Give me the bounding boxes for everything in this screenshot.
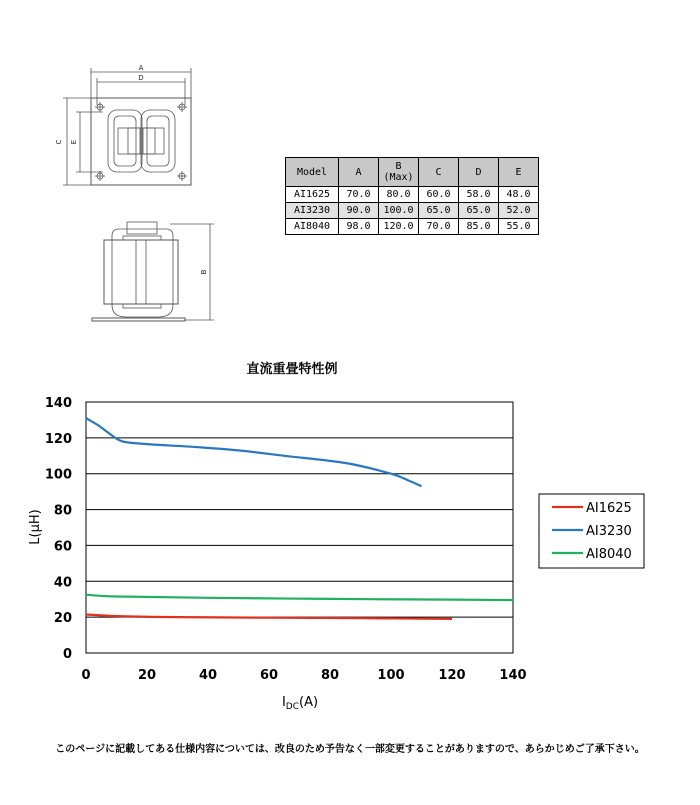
y-axis-label: L(μH) xyxy=(28,509,43,545)
cell-e: 52.0 xyxy=(499,203,539,219)
header-model: Model xyxy=(286,158,339,187)
cell-model: AI1625 xyxy=(286,187,339,203)
cell-model: AI3230 xyxy=(286,203,339,219)
cell-e: 55.0 xyxy=(499,219,539,235)
dim-label-d: D xyxy=(138,74,144,82)
y-tick-label: 60 xyxy=(53,539,72,555)
grid-lines xyxy=(86,438,513,617)
cell-a: 70.0 xyxy=(339,187,379,203)
y-tick-label: 0 xyxy=(62,647,72,662)
x-axis-ticks xyxy=(81,668,526,683)
dim-label-a: A xyxy=(138,64,144,72)
x-tick-label: 20 xyxy=(137,668,157,683)
y-tick-label: 100 xyxy=(44,467,72,483)
dim-label-e: E xyxy=(70,139,78,145)
x-axis-label xyxy=(282,695,318,712)
x-tick-label: 80 xyxy=(320,668,340,683)
table-row xyxy=(286,219,539,235)
header-d: D xyxy=(459,158,499,187)
cell-b: 120.0 xyxy=(379,219,419,235)
y-tick-label: 140 xyxy=(44,396,72,411)
legend xyxy=(539,494,644,568)
x-axis-label-unit: (A) xyxy=(299,695,319,710)
x-tick-label: 120 xyxy=(438,668,466,683)
dim-label-c: C xyxy=(55,139,63,145)
table-row xyxy=(286,187,539,203)
table-row xyxy=(286,203,539,219)
x-tick-label: 40 xyxy=(198,668,218,683)
legend-entry: AI1625 xyxy=(586,501,632,516)
dc-superposition-chart xyxy=(0,350,700,720)
cell-a: 90.0 xyxy=(339,203,379,219)
y-tick-label: 120 xyxy=(44,431,72,447)
cell-b: 100.0 xyxy=(379,203,419,219)
x-tick-label: 60 xyxy=(259,668,279,683)
top-view-drawing xyxy=(63,68,191,185)
header-e: E xyxy=(499,158,539,187)
cell-a: 98.0 xyxy=(339,219,379,235)
series-line-ai8040 xyxy=(86,595,513,600)
x-axis-label-sub: DC xyxy=(285,702,300,712)
cell-b: 80.0 xyxy=(379,187,419,203)
cell-d: 65.0 xyxy=(459,203,499,219)
x-tick-label: 140 xyxy=(499,668,527,683)
series-lines xyxy=(86,418,513,619)
header-c: C xyxy=(419,158,459,187)
cell-c: 60.0 xyxy=(419,187,459,203)
dim-label-b: B xyxy=(200,269,208,275)
series-line-ai3230 xyxy=(86,418,422,486)
header-a: A xyxy=(339,158,379,187)
cell-model: AI8040 xyxy=(286,219,339,235)
x-tick-label: 100 xyxy=(377,668,405,683)
spec-table-header xyxy=(286,158,539,187)
plot-frame xyxy=(86,402,513,653)
x-tick-label: 0 xyxy=(81,668,91,683)
cell-c: 70.0 xyxy=(419,219,459,235)
chart-title: 直流重畳特性例 xyxy=(246,362,338,377)
cell-d: 58.0 xyxy=(459,187,499,203)
footer-note: このページに記載してある仕様内容については、改良のため予告なく一部変更することがありますので、あらかじめご了承下さい。 xyxy=(55,744,645,755)
legend-entry: AI3230 xyxy=(586,524,632,539)
cell-e: 48.0 xyxy=(499,187,539,203)
y-tick-label: 40 xyxy=(53,575,72,591)
y-axis-ticks xyxy=(45,396,72,662)
side-view-drawing xyxy=(92,222,214,321)
y-tick-label: 20 xyxy=(53,611,72,627)
legend-entry: AI8040 xyxy=(586,547,632,562)
header-b: B (Max) xyxy=(379,158,419,187)
cell-c: 65.0 xyxy=(419,203,459,219)
cell-d: 85.0 xyxy=(459,219,499,235)
spec-table xyxy=(285,157,539,235)
x-axis-label-main: I xyxy=(281,695,286,710)
y-tick-label: 80 xyxy=(53,503,72,519)
